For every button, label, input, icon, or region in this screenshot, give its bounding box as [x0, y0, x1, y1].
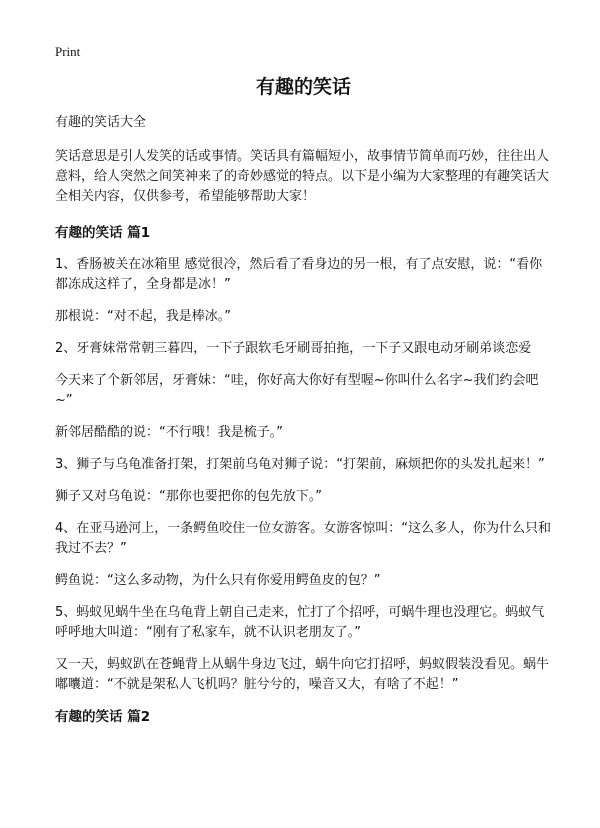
- joke-paragraph: 3、狮子与乌龟准备打架，打架前乌龟对狮子说：“打架前，麻烦把你的头发扎起来！”: [55, 457, 545, 472]
- document-subtitle: 有趣的笑话大全: [55, 115, 147, 130]
- joke-paragraph: 今天来了个新邻居，牙膏妹：“哇，你好高大你好有型喔~你叫什么名字~我们约会吧~”: [55, 373, 539, 408]
- joke-paragraph: 狮子又对乌龟说：“那你也要把你的包先放下。”: [55, 489, 322, 504]
- joke-paragraph: 4、在亚马逊河上，一条鳄鱼咬住一位女游客。女游客惊叫：“这么多人，你为什么只和我过不去？”: [55, 521, 552, 556]
- section-heading-2: 有趣的笑话 篇2: [55, 709, 151, 725]
- joke-paragraph: 新邻居酷酷的说：“不行哦！我是梳子。”: [55, 425, 283, 440]
- document-title: 有趣的笑话: [255, 76, 351, 98]
- intro-paragraph: 笑话意思是引人发笑的话或事情。笑话具有篇幅短小，故事情节简单而巧妙，往往出人意料，给人突然之间笑神来了的奇妙感觉的特点。以下是小编为大家整理的有趣笑话大全相关内容，仅供参考，希望能够帮助大家！: [55, 149, 550, 204]
- section-heading-1: 有趣的笑话 篇1: [55, 225, 151, 241]
- joke-paragraph: 又一天，蚂蚁趴在苍蝇背上从蜗牛身边飞过，蜗牛向它打招呼，蚂蚁假装没看见。蜗牛嘟囔道：“不就是架私人飞机吗？脏兮兮的，噪音又大，有啥了不起！”: [55, 657, 550, 692]
- print-label: Print: [55, 44, 81, 59]
- joke-paragraph: 那根说：“对不起，我是棒冰。”: [55, 309, 231, 324]
- joke-paragraph: 1、香肠被关在冰箱里 感觉很冷，然后看了看身边的另一根，有了点安慰，说：“看你都冻成这样了，全身都是冰！”: [55, 257, 543, 292]
- joke-paragraph: 2、牙膏妹常常朝三暮四，一下子跟软毛牙刷哥拍拖，一下子又跟电动牙刷弟谈恋爱: [55, 341, 532, 356]
- joke-paragraph: 5、蚂蚁见蜗牛坐在乌龟背上朝自己走来，忙打了个招呼，可蜗牛理也没理它。蚂蚁气呼呼地大叫道：“刚有了私家车，就不认识老朋友了。”: [55, 605, 545, 640]
- joke-paragraph: 鳄鱼说：“这么多动物，为什么只有你爱用鳄鱼皮的包？”: [55, 573, 381, 588]
